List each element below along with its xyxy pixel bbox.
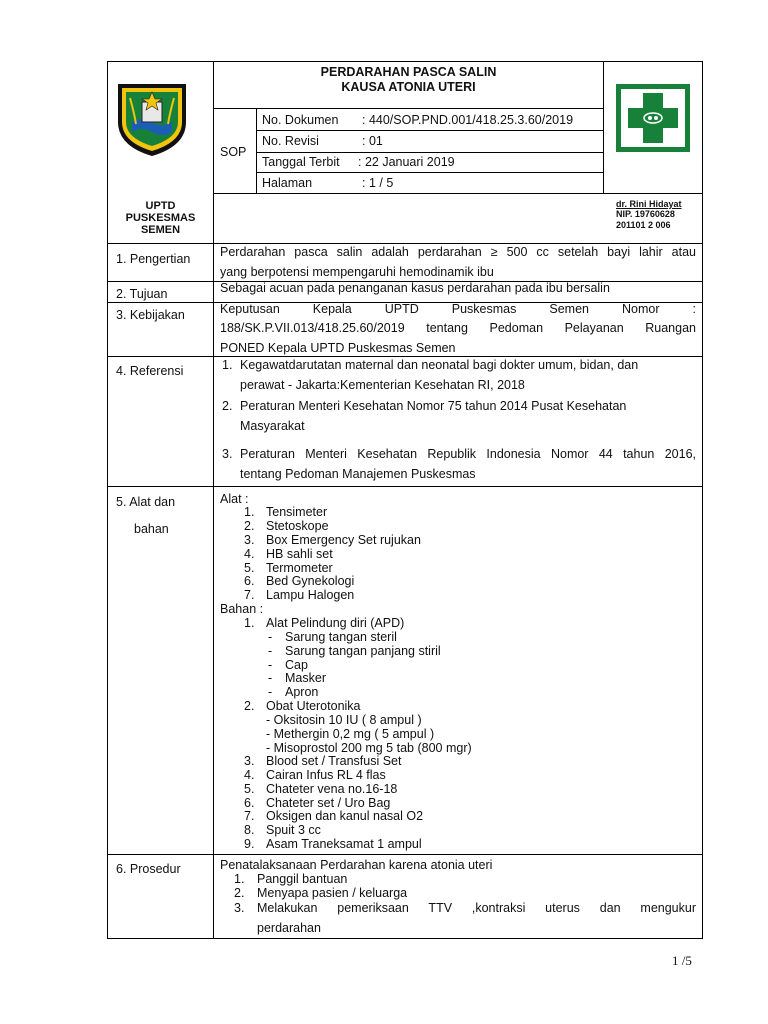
apd-item-1: Sarung tangan steril <box>285 630 397 644</box>
alat-item-1: Tensimeter <box>266 505 328 519</box>
bahan-num-7: 7. <box>244 809 255 823</box>
table-border-top <box>107 61 703 62</box>
field-value-no-revisi: : 01 <box>362 134 383 148</box>
kebijakan-text-line1: Keputusan Kepala UPTD Puskesmas Semen Nomor : <box>220 302 696 316</box>
kebijakan-text-line2: 188/SK.P.VII.013/418.25.60/2019 tentang Pedoman Pelayanan Ruangan <box>220 321 696 335</box>
title-bottom-line <box>213 108 603 109</box>
referensi-num-2: 2. <box>222 399 233 413</box>
section-label-kebijakan: 3. Kebijakan <box>116 308 185 322</box>
apd-dash-2: - <box>268 644 273 658</box>
bahan-num-6: 6. <box>244 796 255 810</box>
bahan-item-6: Chateter set / Uro Bag <box>266 796 391 810</box>
puskesmas-logo <box>612 82 694 154</box>
alat-item-7: Lampu Halogen <box>266 588 355 602</box>
alat-num-1: 1. <box>244 505 255 519</box>
field-label-tanggal-terbit: Tanggal Terbit <box>262 155 340 169</box>
field-line-1 <box>256 130 603 131</box>
prosedur-num-1: 1. <box>234 872 245 886</box>
apd-dash-3: - <box>268 658 273 672</box>
prosedur-num-3: 3. <box>234 901 245 915</box>
row-sep-alat <box>107 854 703 855</box>
alat-num-4: 4. <box>244 547 255 561</box>
pengertian-text-line2: yang berpotensi mempengaruhi hemodinamik ibu <box>220 265 494 279</box>
bahan-title: Bahan : <box>220 602 264 616</box>
alat-num-5: 5. <box>244 561 255 575</box>
alat-item-2: Stetoskope <box>266 519 329 533</box>
header-right-divider <box>603 61 604 193</box>
row-sep-kebijakan <box>107 356 703 357</box>
row-sep-referensi <box>107 486 703 487</box>
apd-dash-5: - <box>268 685 273 699</box>
field-value-no-dokumen: : 440/SOP.PND.001/418.25.3.60/2019 <box>362 113 574 127</box>
tujuan-text: Sebagai acuan pada penanganan kasus perdarahan pada ibu bersalin <box>220 281 610 295</box>
prosedur-step-3-line1: Melakukan pemeriksaan TTV ,kontraksi uterus dan mengukur <box>257 901 696 915</box>
field-label-no-dokumen: No. Dokumen <box>262 113 339 127</box>
bahan-num-apd: 1. <box>244 616 255 630</box>
prosedur-intro: Penatalaksanaan Perdarahan karena atonia uteri <box>220 858 493 872</box>
table-border-bottom <box>107 938 703 939</box>
section-label-referensi: 4. Referensi <box>116 364 184 378</box>
referensi-num-3: 3. <box>222 447 233 461</box>
referensi-item-2-line2: Masyarakat <box>240 419 305 433</box>
bahan-item-apd: Alat Pelindung diri (APD) <box>266 616 405 630</box>
referensi-item-3-line2: tentang Pedoman Manajemen Puskesmas <box>240 467 476 481</box>
header-bottom-line <box>213 193 703 194</box>
alat-title: Alat : <box>220 492 249 506</box>
bahan-num-8: 8. <box>244 823 255 837</box>
bahan-num-9: 9. <box>244 837 255 851</box>
prosedur-step-2: Menyapa pasien / keluarga <box>257 886 408 900</box>
field-label-no-revisi: No. Revisi <box>262 134 319 148</box>
row-sep-org <box>107 243 703 244</box>
obat-item-1: - Oksitosin 10 IU ( 8 ampul ) <box>266 713 422 727</box>
kebijakan-text-line3: PONED Kepala UPTD Puskesmas Semen <box>220 341 456 355</box>
bahan-item-obat: Obat Uterotonika <box>266 699 361 713</box>
obat-item-3: - Misoprostol 200 mg 5 tab (800 mgr) <box>266 741 472 755</box>
table-border-left <box>107 61 108 939</box>
field-line-2 <box>256 152 603 153</box>
org-name-line2: PUSKESMAS <box>125 212 196 224</box>
apd-item-3: Cap <box>285 658 308 672</box>
document-title-line2: KAUSA ATONIA UTERI <box>341 80 476 94</box>
regency-logo <box>112 78 192 158</box>
obat-item-2: - Methergin 0,2 mg ( 5 ampul ) <box>266 727 435 741</box>
apd-dash-1: - <box>268 630 273 644</box>
bahan-item-9: Asam Traneksamat 1 ampul <box>266 837 422 851</box>
bahan-item-3: Blood set / Transfusi Set <box>266 754 402 768</box>
alat-num-2: 2. <box>244 519 255 533</box>
alat-item-5: Termometer <box>266 561 333 575</box>
prosedur-num-2: 2. <box>234 886 245 900</box>
apd-item-4: Masker <box>285 671 326 685</box>
signer-name: dr. Rini Hidayat <box>616 199 682 209</box>
alat-num-3: 3. <box>244 533 255 547</box>
signer-nip-line1: NIP. 19760628 <box>616 209 675 219</box>
pengertian-text-line1: Perdarahan pasca salin adalah perdarahan ≥ 500 cc setelah bayi lahir atau <box>220 245 696 259</box>
sop-label: SOP <box>220 145 247 159</box>
referensi-item-1-line2: perawat - Jakarta:Kementerian Kesehatan RI, 2018 <box>240 378 525 392</box>
sop-divider <box>256 108 257 193</box>
section-label-tujuan: 2. Tujuan <box>116 287 168 301</box>
bahan-item-8: Spuit 3 cc <box>266 823 321 837</box>
org-name-line1: UPTD <box>145 200 176 212</box>
section-label-alat-line2: bahan <box>134 522 169 536</box>
alat-num-6: 6. <box>244 574 255 588</box>
section-label-alat-line1: 5. Alat dan <box>116 495 176 509</box>
bahan-num-obat: 2. <box>244 699 255 713</box>
referensi-num-1: 1. <box>222 358 233 372</box>
alat-item-3: Box Emergency Set rujukan <box>266 533 421 547</box>
bahan-num-3: 3. <box>244 754 255 768</box>
alat-num-7: 7. <box>244 588 255 602</box>
section-label-pengertian: 1. Pengertian <box>116 252 191 266</box>
apd-item-5: Apron <box>285 685 319 699</box>
alat-item-6: Bed Gynekologi <box>266 574 355 588</box>
apd-item-2: Sarung tangan panjang stiril <box>285 644 441 658</box>
field-label-halaman: Halaman <box>262 176 313 190</box>
section-label-prosedur: 6. Prosedur <box>116 862 181 876</box>
field-value-tanggal-terbit: : 22 Januari 2019 <box>358 155 455 169</box>
bahan-num-5: 5. <box>244 782 255 796</box>
page-number: 1 /5 <box>672 953 692 968</box>
apd-dash-4: - <box>268 671 273 685</box>
prosedur-step-1: Panggil bantuan <box>257 872 348 886</box>
bahan-item-7: Oksigen dan kanul nasal O2 <box>266 809 424 823</box>
alat-item-4: HB sahli set <box>266 547 333 561</box>
bahan-item-5: Chateter vena no.16-18 <box>266 782 398 796</box>
field-line-3 <box>256 172 603 173</box>
referensi-item-1-line1: Kegawatdarutatan maternal dan neonatal bagi dokter umum, bidan, dan <box>240 358 639 372</box>
referensi-item-2-line1: Peraturan Menteri Kesehatan Nomor 75 tahun 2014 Pusat Kesehatan <box>240 399 627 413</box>
document-title-line1: PERDARAHAN PASCA SALIN <box>320 65 497 79</box>
org-name-line3: SEMEN <box>140 224 181 236</box>
signer-nip-line2: 201101 2 006 <box>616 220 671 230</box>
bahan-num-4: 4. <box>244 768 255 782</box>
referensi-item-3-line1: Peraturan Menteri Kesehatan Republik Indonesia Nomor 44 tahun 2016, <box>240 447 696 461</box>
bahan-item-4: Cairan Infus RL 4 flas <box>266 768 386 782</box>
prosedur-step-3-line2: perdarahan <box>257 921 321 935</box>
field-value-halaman: : 1 / 5 <box>362 176 394 190</box>
